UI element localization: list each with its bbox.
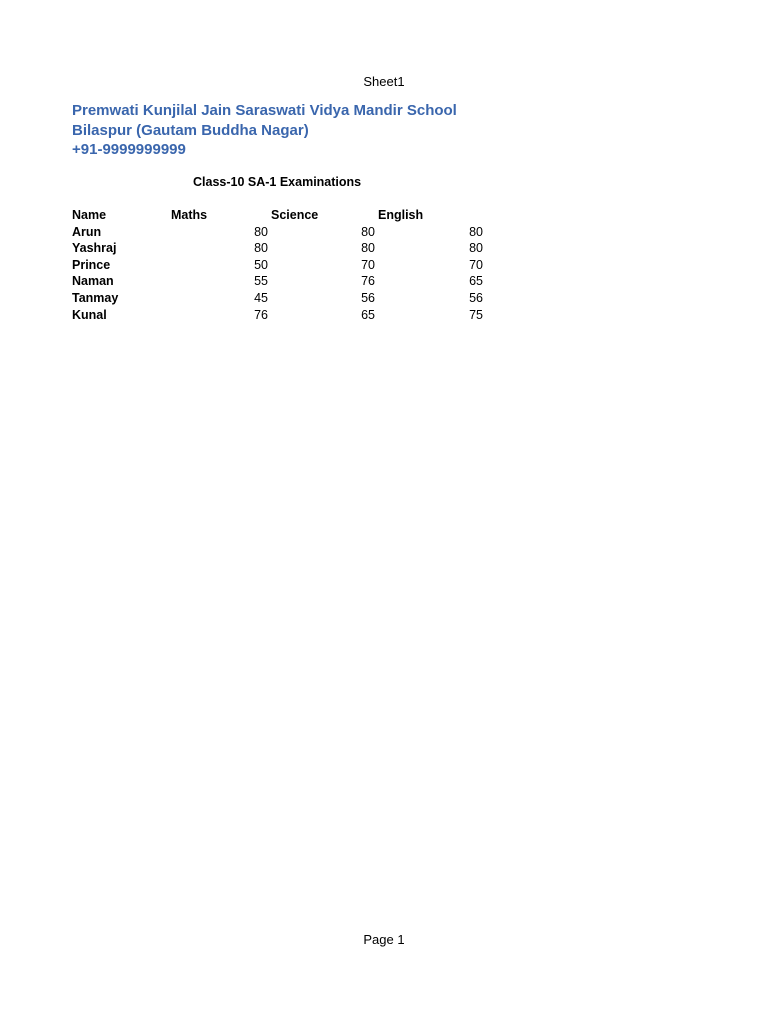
score-cell: 70	[361, 257, 375, 272]
header-name: Name	[72, 208, 107, 222]
student-name: Arun	[72, 224, 102, 239]
score-cell: 80	[361, 224, 375, 239]
marks-table	[0, 208, 768, 324]
header-english: English	[378, 208, 424, 222]
table-row	[0, 225, 768, 242]
score-cell: 70	[469, 257, 483, 272]
exam-title: Class-10 SA-1 Examinations	[193, 175, 362, 189]
score-cell: 55	[254, 274, 268, 289]
score-cell: 75	[469, 307, 483, 322]
score-cell: 56	[469, 290, 483, 305]
school-name: Premwati Kunjilal Jain Saraswati Vidya Mandir School	[72, 102, 457, 119]
table-row	[0, 241, 768, 258]
student-name: Yashraj	[72, 241, 117, 256]
score-cell: 65	[361, 307, 375, 322]
header-maths: Maths	[171, 208, 208, 222]
score-cell: 76	[254, 307, 268, 322]
student-name: Tanmay	[72, 290, 119, 305]
page-number: Page 1	[363, 932, 405, 947]
table-header-row	[0, 208, 768, 225]
school-location: Bilaspur (Gautam Buddha Nagar)	[72, 121, 309, 139]
school-phone: +91-9999999999	[72, 141, 186, 158]
student-name: Prince	[72, 257, 111, 272]
score-cell: 76	[361, 274, 375, 289]
header-science: Science	[271, 208, 319, 222]
table-row	[0, 308, 768, 325]
score-cell: 80	[469, 224, 483, 239]
sheet-name: Sheet1	[363, 74, 405, 89]
score-cell: 80	[254, 224, 268, 239]
score-cell: 65	[469, 274, 483, 289]
school-header	[72, 101, 457, 160]
table-row	[0, 274, 768, 291]
student-name: Naman	[72, 274, 114, 289]
score-cell: 50	[254, 257, 268, 272]
table-row	[0, 258, 768, 275]
score-cell: 80	[361, 241, 375, 256]
student-name: Kunal	[72, 307, 107, 322]
score-cell: 45	[254, 290, 268, 305]
table-row	[0, 291, 768, 308]
score-cell: 80	[469, 241, 483, 256]
score-cell: 56	[361, 290, 375, 305]
score-cell: 80	[254, 241, 268, 256]
